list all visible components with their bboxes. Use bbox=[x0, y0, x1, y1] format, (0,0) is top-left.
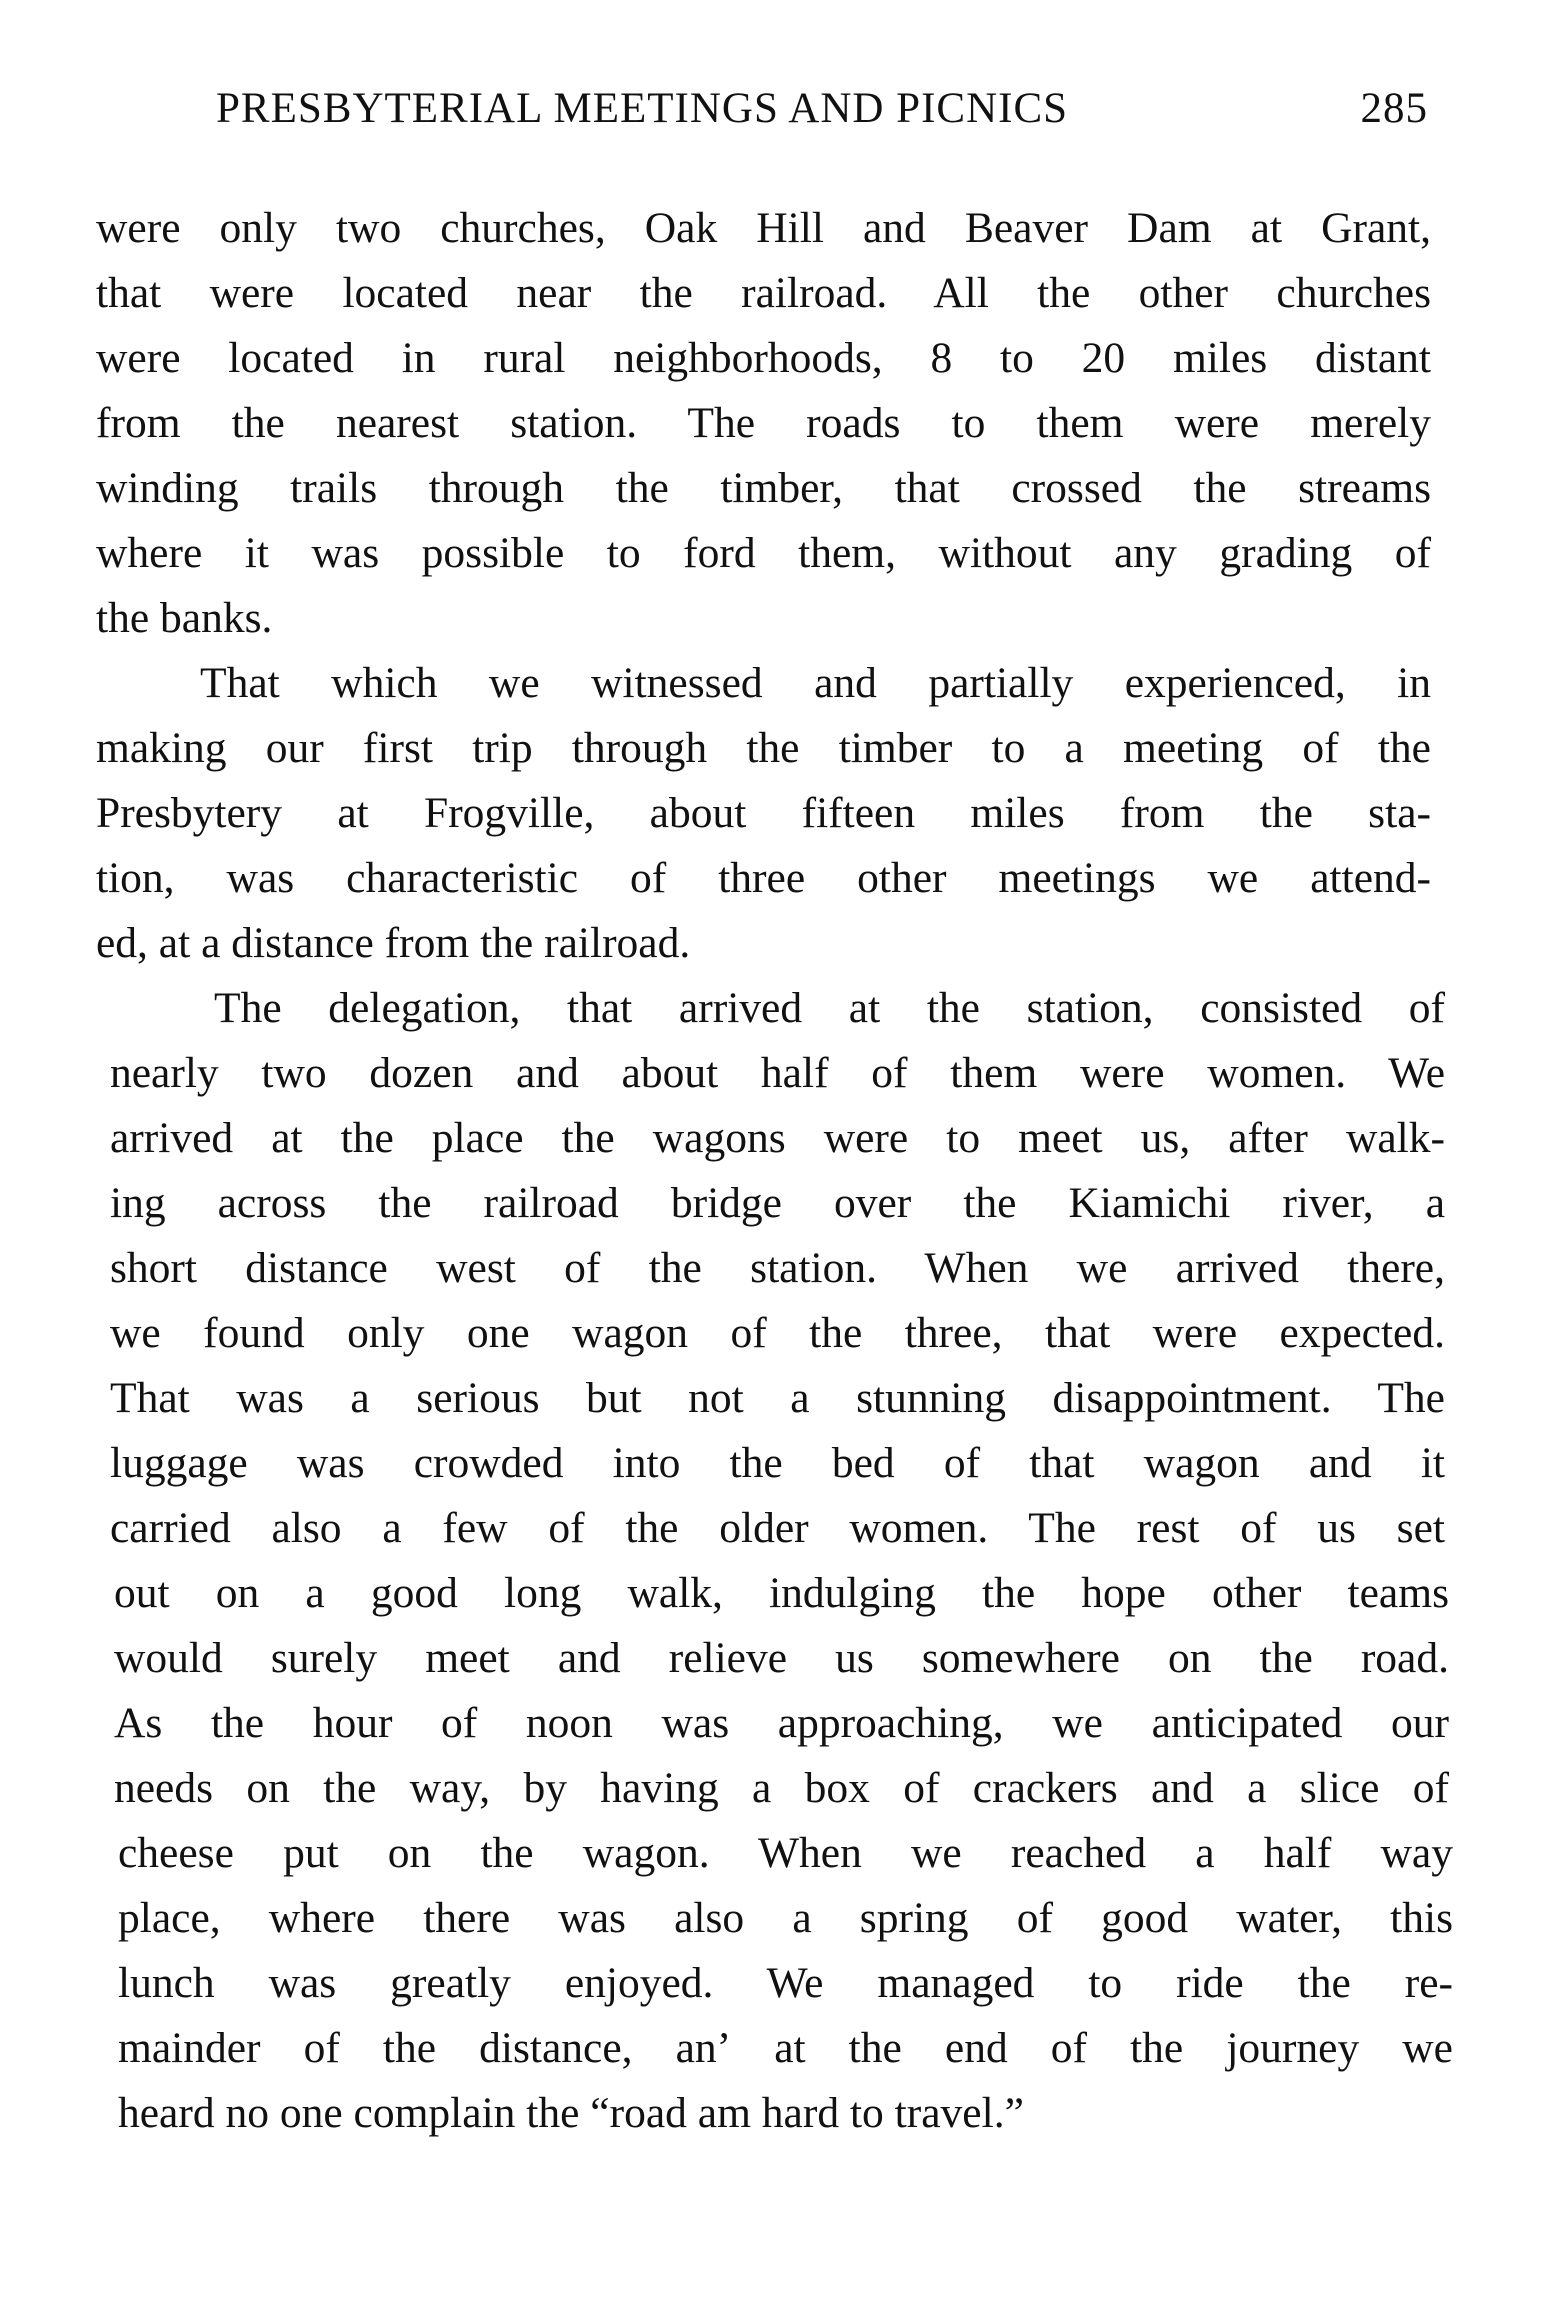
text-line: would surely meet and relieve us somewhere on the road. bbox=[114, 1634, 1449, 1682]
text-line: place, where there was also a spring of good water, this bbox=[118, 1894, 1453, 1942]
chapter-title: PRESBYTERIAL MEETINGS AND PICNICS bbox=[216, 85, 1069, 132]
text-line: winding trails through the timber, that crossed the streams bbox=[96, 464, 1431, 512]
text-line: heard no one complain the “road am hard to travel.” bbox=[118, 2089, 1024, 2137]
page-number: 285 bbox=[1360, 85, 1428, 132]
text-line: The delegation, that arrived at the station, consisted of bbox=[214, 984, 1445, 1032]
text-line: were only two churches, Oak Hill and Beaver Dam at Grant, bbox=[96, 204, 1431, 252]
text-line: luggage was crowded into the bed of that wagon and it bbox=[110, 1439, 1445, 1487]
text-line: mainder of the distance, anʼ at the end of the journey we bbox=[118, 2024, 1453, 2072]
text-line: where it was possible to ford them, without any grading of bbox=[96, 529, 1431, 577]
text-line: That which we witnessed and partially experienced, in bbox=[200, 659, 1431, 707]
text-line: nearly two dozen and about half of them were women. We bbox=[110, 1049, 1445, 1097]
text-line: from the nearest station. The roads to them were merely bbox=[96, 399, 1431, 447]
text-line: we found only one wagon of the three, that were expected. bbox=[110, 1309, 1445, 1357]
text-line: out on a good long walk, indulging the hope other teams bbox=[114, 1569, 1449, 1617]
text-line: lunch was greatly enjoyed. We managed to ride the re- bbox=[118, 1959, 1453, 2007]
text-line: ed, at a distance from the railroad. bbox=[96, 919, 691, 967]
text-line: needs on the way, by having a box of crackers and a slice of bbox=[114, 1764, 1449, 1812]
text-line: carried also a few of the older women. The rest of us set bbox=[110, 1504, 1445, 1552]
text-line: the banks. bbox=[96, 594, 273, 642]
body-text bbox=[96, 196, 1453, 2146]
text-line: making our first trip through the timber to a meeting of the bbox=[96, 724, 1431, 772]
paragraph-3 bbox=[96, 976, 1453, 2146]
running-head bbox=[216, 84, 1428, 154]
text-line: arrived at the place the wagons were to meet us, after walk- bbox=[110, 1114, 1445, 1162]
paragraph-2 bbox=[96, 651, 1431, 976]
text-line: tion, was characteristic of three other meetings we attend- bbox=[96, 854, 1431, 902]
text-line: ing across the railroad bridge over the Kiamichi river, a bbox=[110, 1179, 1445, 1227]
text-line: that were located near the railroad. All the other churches bbox=[96, 269, 1431, 317]
text-line: As the hour of noon was approaching, we anticipated our bbox=[114, 1699, 1449, 1747]
text-line: Presbytery at Frogville, about fifteen miles from the sta- bbox=[96, 789, 1431, 837]
text-line: That was a serious but not a stunning disappointment. The bbox=[110, 1374, 1445, 1422]
text-line: were located in rural neighborhoods, 8 to 20 miles distant bbox=[96, 334, 1431, 382]
paragraph-1 bbox=[96, 196, 1431, 651]
text-line: short distance west of the station. When we arrived there, bbox=[110, 1244, 1445, 1292]
text-line: cheese put on the wagon. When we reached a half way bbox=[118, 1829, 1453, 1877]
